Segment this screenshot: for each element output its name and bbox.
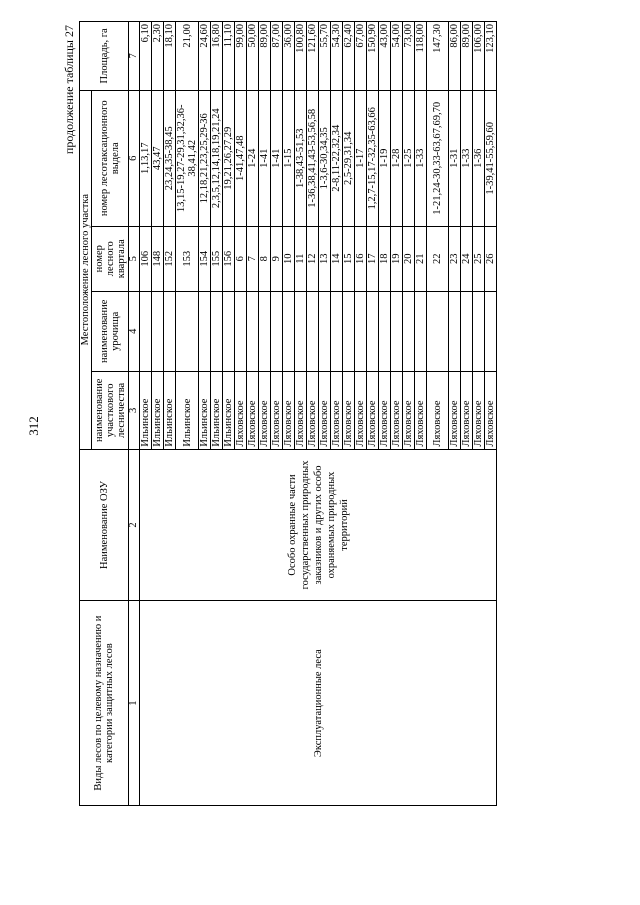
table-row [140,22,152,806]
area-cell: 123,10 [485,22,497,91]
area-cell: 89,00 [259,22,271,91]
area-cell: 118,00 [415,22,427,91]
quarter-cell: 7 [247,226,259,291]
forestry-cell: Ляховское [271,371,283,449]
vydel-cell: 1-33 [461,90,473,226]
quarter-cell: 9 [271,226,283,291]
quarter-cell: 8 [259,226,271,291]
quarter-cell: 106 [140,226,152,291]
area-cell: 43,00 [379,22,391,91]
vydel-cell: 2-8,11-22,32,34 [331,90,343,226]
tract-cell [319,291,331,371]
tract-cell [331,291,343,371]
header-forestry: наименование участкового лесничества [92,371,129,449]
area-cell: 36,00 [283,22,295,91]
col-number: 7 [129,22,140,91]
quarter-cell: 15 [343,226,355,291]
quarter-cell: 154 [199,226,211,291]
quarter-cell: 26 [485,226,497,291]
vydel-cell: 12,18,21,23,25,29-36 [199,90,211,226]
forest-type-cell: Эксплуатационные леса [140,601,497,806]
forestry-cell: Ляховское [295,371,307,449]
header-vydel: номер лесотаксационного выдела [92,90,129,226]
tract-cell [152,291,164,371]
vydel-cell: 1-33 [415,90,427,226]
forestry-cell: Ляховское [355,371,367,449]
vydel-cell: 1-25 [403,90,415,226]
vydel-cell: 23,24,35-38,45 [164,90,176,226]
vydel-cell: 1-17 [355,90,367,226]
area-cell: 21,00 [176,22,199,91]
vydel-cell: 13,15-19,27-29,31,32,36-38,41,42 [176,90,199,226]
vydel-cell: 19,21,26,27,29 [223,90,235,226]
quarter-cell: 148 [152,226,164,291]
forestry-cell: Ильинское [176,371,199,449]
forestry-cell: Ильинское [211,371,223,449]
vydel-cell: 1,2,7-15,17-32,35-63,66 [367,90,379,226]
quarter-cell: 6 [235,226,247,291]
area-cell: 11,10 [223,22,235,91]
forestry-cell: Ляховское [449,371,461,449]
area-cell: 55,70 [319,22,331,91]
tract-cell [355,291,367,371]
vydel-cell: 1-21,24-30,33-63,67,69,70 [427,90,449,226]
quarter-cell: 24 [461,226,473,291]
vydel-cell: 1-28 [391,90,403,226]
quarter-cell: 22 [427,226,449,291]
vydel-cell: 2,5-29,31,34 [343,90,355,226]
tract-cell [449,291,461,371]
table-body [140,22,497,806]
tract-cell [367,291,379,371]
header-tract: наименование урочища [92,291,129,371]
vydel-cell: 1-41 [259,90,271,226]
tract-cell [461,291,473,371]
col-number: 5 [129,226,140,291]
forestry-cell: Ляховское [391,371,403,449]
header-ozu-name: Наименование ОЗУ [80,449,129,601]
forestry-cell: Ляховское [235,371,247,449]
tract-cell [485,291,497,371]
vydel-cell: 2,3,5,12,14,18,19,21,24 [211,90,223,226]
tract-cell [403,291,415,371]
forestry-cell: Ляховское [307,371,319,449]
quarter-cell: 23 [449,226,461,291]
quarter-cell: 152 [164,226,176,291]
vydel-cell: 1-31 [449,90,461,226]
tract-cell [247,291,259,371]
header-area: Площадь, га [80,22,129,91]
col-number: 1 [129,601,140,806]
area-cell: 6,10 [140,22,152,91]
vydel-cell: 1-38,43-51,53 [295,90,307,226]
forestry-cell: Ляховское [427,371,449,449]
forestry-cell: Ильинское [140,371,152,449]
forestry-cell: Ляховское [485,371,497,449]
forestry-cell: Ляховское [367,371,379,449]
tract-cell [295,291,307,371]
tract-cell [391,291,403,371]
forestry-cell: Ляховское [415,371,427,449]
area-cell: 16,80 [211,22,223,91]
col-number: 4 [129,291,140,371]
header-quarter: номер лесного квартала [92,226,129,291]
forestry-cell: Ляховское [319,371,331,449]
vydel-cell: 43,47 [152,90,164,226]
area-cell: 2,30 [152,22,164,91]
tract-cell [415,291,427,371]
table-continuation-caption: продолжение таблицы 27 [62,25,76,155]
vydel-cell: 1-19 [379,90,391,226]
ozu-name-cell: Особо охранные части государственных природных заказников и других особо охраняемых природных территорий [140,449,497,601]
forestry-cell: Ильинское [164,371,176,449]
area-cell: 121,60 [307,22,319,91]
rotated-table-sheet [62,21,566,806]
area-cell: 73,00 [403,22,415,91]
header-location-group: Местоположение лесного участка [80,90,92,449]
tract-cell [379,291,391,371]
quarter-cell: 17 [367,226,379,291]
tract-cell [164,291,176,371]
quarter-cell: 20 [403,226,415,291]
area-cell: 99,00 [235,22,247,91]
quarter-cell: 12 [307,226,319,291]
area-cell: 62,40 [343,22,355,91]
vydel-cell: 1-36 [473,90,485,226]
forestry-cell: Ляховское [473,371,485,449]
area-cell: 106,00 [473,22,485,91]
header-forest-type: Виды лесов по целевому назначению и категории защитных лесов [80,601,129,806]
area-cell: 150,90 [367,22,379,91]
quarter-cell: 13 [319,226,331,291]
area-cell: 50,00 [247,22,259,91]
area-cell: 18,10 [164,22,176,91]
vydel-cell: 1-41,47,48 [235,90,247,226]
quarter-cell: 14 [331,226,343,291]
tract-cell [343,291,355,371]
quarter-cell: 16 [355,226,367,291]
forest-table [79,21,497,806]
vydel-cell: 1-41 [271,90,283,226]
forestry-cell: Ляховское [461,371,473,449]
forestry-cell: Ильинское [223,371,235,449]
forestry-cell: Ильинское [152,371,164,449]
forestry-cell: Ляховское [379,371,391,449]
quarter-cell: 153 [176,226,199,291]
area-cell: 87,00 [271,22,283,91]
forestry-cell: Ляховское [283,371,295,449]
quarter-cell: 21 [415,226,427,291]
tract-cell [223,291,235,371]
vydel-cell: 1-24 [247,90,259,226]
area-cell: 24,60 [199,22,211,91]
vydel-cell: 1-39,41-55,59,60 [485,90,497,226]
quarter-cell: 155 [211,226,223,291]
area-cell: 54,00 [391,22,403,91]
quarter-cell: 10 [283,226,295,291]
col-number: 3 [129,371,140,449]
vydel-cell: 1-36,38,41,43-53,56,58 [307,90,319,226]
forestry-cell: Ляховское [331,371,343,449]
vydel-cell: 1-15 [283,90,295,226]
forestry-cell: Ляховское [259,371,271,449]
tract-cell [283,291,295,371]
forestry-cell: Ляховское [247,371,259,449]
tract-cell [473,291,485,371]
quarter-cell: 25 [473,226,485,291]
tract-cell [140,291,152,371]
area-cell: 86,00 [449,22,461,91]
tract-cell [235,291,247,371]
quarter-cell: 18 [379,226,391,291]
area-cell: 100,80 [295,22,307,91]
tract-cell [259,291,271,371]
forestry-cell: Ляховское [343,371,355,449]
col-number: 6 [129,90,140,226]
area-cell: 147,30 [427,22,449,91]
col-number: 2 [129,449,140,601]
area-cell: 89,00 [461,22,473,91]
tract-cell [307,291,319,371]
tract-cell [271,291,283,371]
area-cell: 54,30 [331,22,343,91]
quarter-cell: 19 [391,226,403,291]
tract-cell [427,291,449,371]
forestry-cell: Ильинское [199,371,211,449]
area-cell: 67,00 [355,22,367,91]
tract-cell [176,291,199,371]
tract-cell [211,291,223,371]
page-number: 312 [26,416,41,436]
vydel-cell: 1,13,17 [140,90,152,226]
tract-cell [199,291,211,371]
forestry-cell: Ляховское [403,371,415,449]
quarter-cell: 11 [295,226,307,291]
quarter-cell: 156 [223,226,235,291]
vydel-cell: 1-3,6-30,34,35 [319,90,331,226]
